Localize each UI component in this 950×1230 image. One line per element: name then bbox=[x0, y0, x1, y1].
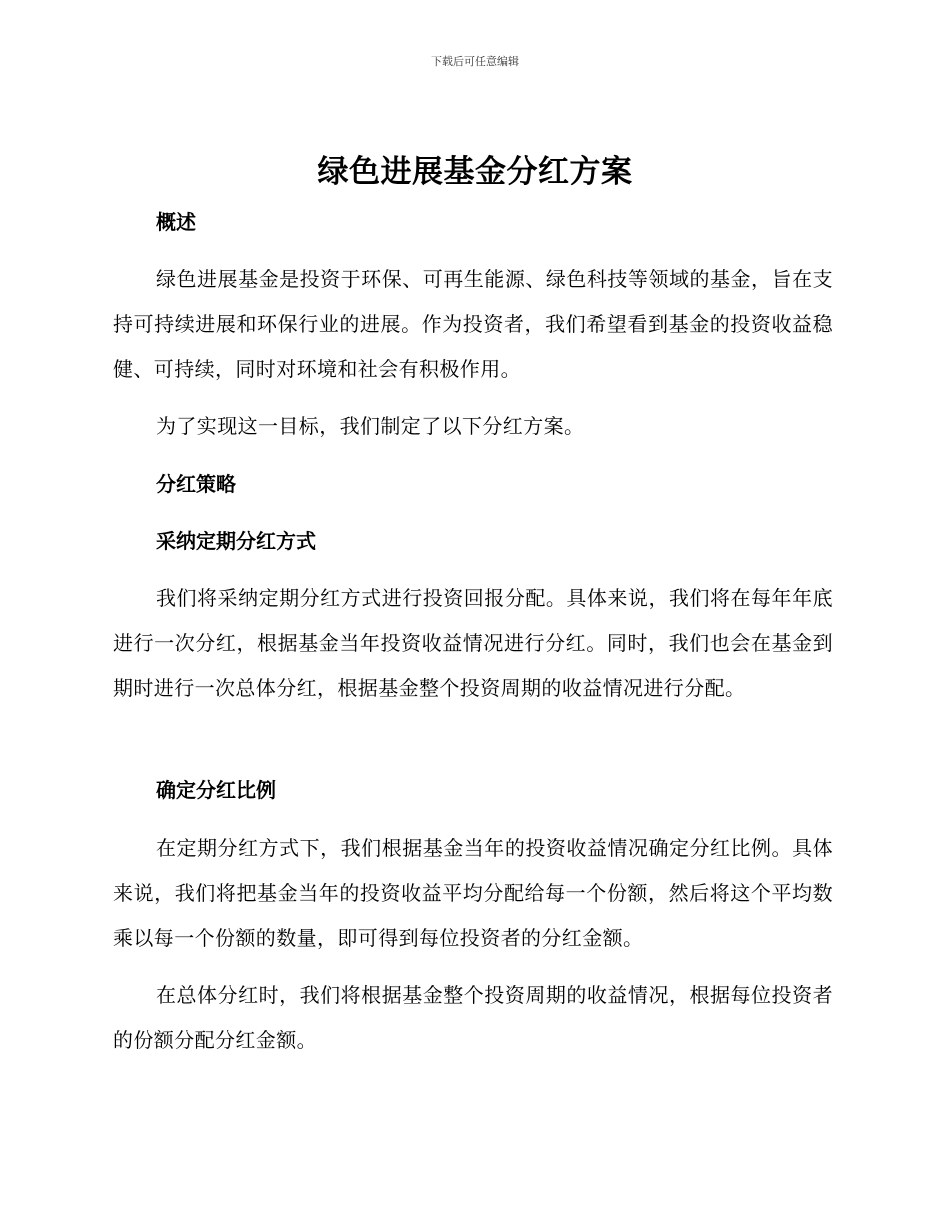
paragraph-overview-2: 为了实现这一目标，我们制定了以下分红方案。 bbox=[156, 414, 585, 438]
paragraph-overview-1: 绿色进展基金是投资于环保、可再生能源、绿色科技等领域的基金，旨在支持可持续进展和环保行业的进展。作为投资者，我们希望看到基金的投资收益稳健、可持续，同时对环境和社会有积极作用。 bbox=[113, 267, 833, 381]
section-heading-strategy: 分红策略 bbox=[156, 472, 236, 496]
header-note: 下载后可任意编辑 bbox=[431, 55, 519, 68]
paragraph-periodic-1: 我们将采纳定期分红方式进行投资回报分配。具体来说，我们将在每年年底进行一次分红，根据基金当年投资收益情况进行分红。同时，我们也会在基金到期时进行一次总体分红，根据基金整个投资周期的收益情况进行分配。 bbox=[113, 586, 833, 700]
section-heading-periodic: 采纳定期分红方式 bbox=[156, 529, 316, 553]
document-title: 绿色进展基金分红方案 bbox=[317, 154, 633, 190]
paragraph-ratio-2: 在总体分红时，我们将根据基金整个投资周期的收益情况，根据每位投资者的份额分配分红金额。 bbox=[113, 983, 833, 1052]
paragraph-ratio-1: 在定期分红方式下，我们根据基金当年的投资收益情况确定分红比例。具体来说，我们将把基金当年的投资收益平均分配给每一个份额，然后将这个平均数乘以每一个份额的数量，即可得到每位投资者的分红金额。 bbox=[113, 836, 833, 950]
section-heading-overview: 概述 bbox=[156, 210, 196, 234]
section-heading-ratio: 确定分红比例 bbox=[156, 778, 276, 802]
